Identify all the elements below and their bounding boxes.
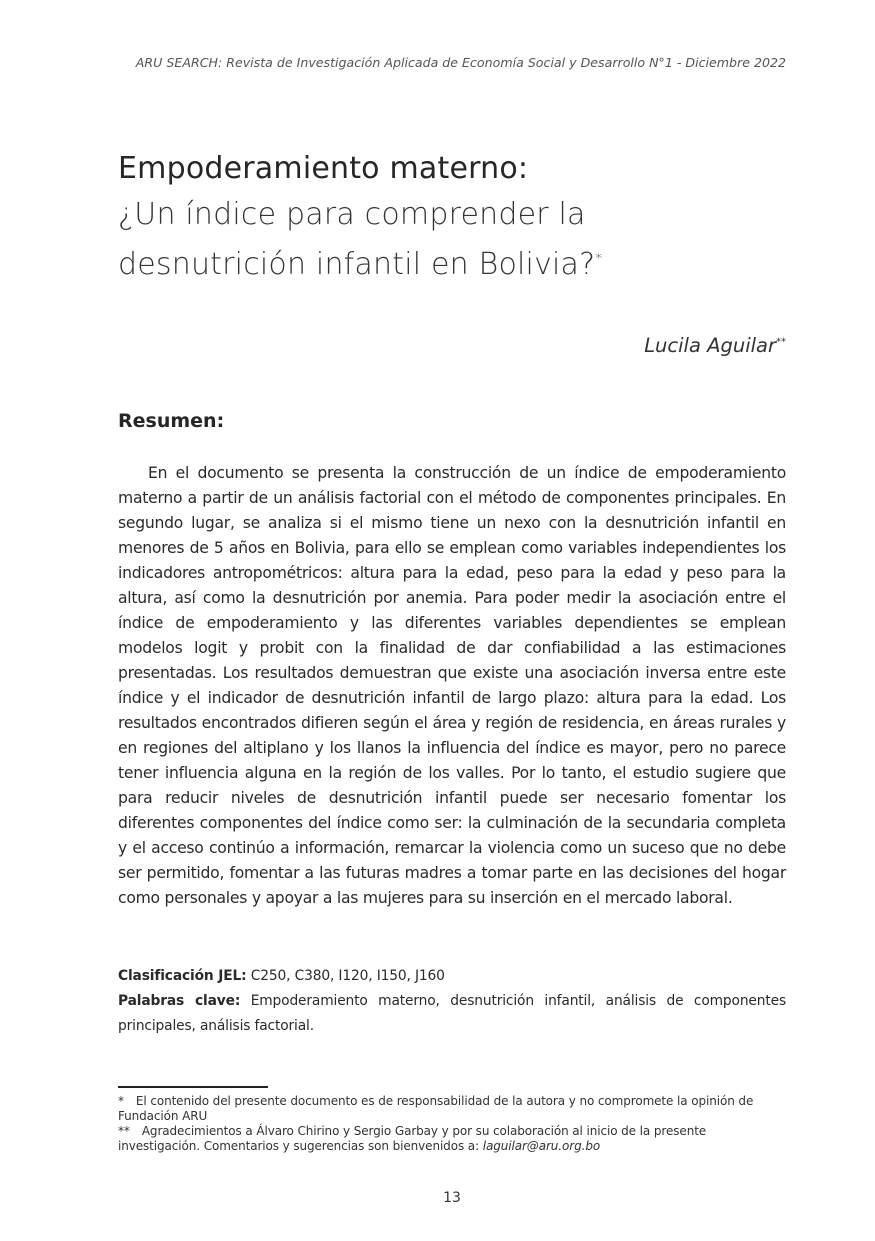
footnote-1 [118,1094,786,1124]
contact-email-link[interactable]: laguilar@aru.org.bo [482,1139,601,1153]
footnote-2 [118,1124,786,1154]
abstract-heading: Resumen: [118,410,225,432]
keywords-label: Palabras clave: [118,993,241,1009]
footnotes [118,1094,786,1154]
footnote-1-text: El contenido del presente documento es de responsabilidad de la autora y no compromete la opinión de Fundación ARU [118,1094,754,1123]
keywords [118,989,786,1039]
title-line-1: Empoderamiento materno: [118,151,529,186]
author-footnote-mark: ** [776,336,786,348]
footnote-1-mark: * [118,1094,124,1108]
footnote-divider [118,1086,268,1088]
footnote-2-text: Agradecimientos a Álvaro Chirino y Sergio Garbay y por su colaboración al inicio de la presente investigación. Comentarios y sugerencias son bienvenidos a: [118,1124,707,1153]
title-footnote-mark: * [595,251,603,267]
running-header: ARU SEARCH: Revista de Investigación Aplicada de Economía Social y Desarrollo N°1 - Diciembre 2022 [135,55,786,70]
footnote-2-mark: ** [118,1124,130,1138]
jel-classification [118,964,786,989]
jel-label: Clasificación JEL: [118,968,247,984]
title-line-3-text: desnutrición infantil en Bolivia? [118,247,596,282]
title-line-2: ¿Un índice para comprender la [118,197,586,232]
jel-value: C250, C380, I120, I150, J160 [246,968,445,984]
article-title [118,148,798,290]
page-number: 13 [443,1190,461,1206]
author-name [644,334,786,357]
abstract-body: En el documento se presenta la construcción de un índice de empoderamiento materno a partir de un análisis factorial con el método de componentes principales. En segundo lugar, se analiza si el mismo tiene un nexo con la desnutrición infantil en menores de 5 años en Bolivia, para ello se emplean como variables independientes los indicadores antropométricos: altura para la edad, peso para la edad y peso para la altura, así como la desnutrición por anemia. Para poder medir la asociación entre el índice de empoderamiento y las diferentes variables dependientes se emplean modelos logit y probit con la finalidad de dar confiabilidad a las estimaciones presentadas. Los resultados demuestran que existe una asociación inversa entre este índice y el indicador de desnutrición infantil de largo plazo: altura para la edad. Los resultados encontrados difieren según el área y región de residencia, en áreas rurales y en regiones del altiplano y los llanos la influencia del índice es mayor, pero no parece tener influencia alguna en la región de los valles. Por lo tanto, el estudio sugiere que para reducir niveles de desnutrición infantil puede ser necesario fomentar los diferentes componentes del índice como ser: la culminación de la secundaria completa y el acceso continúo a información, remarcar la violencia como un suceso que no debe ser permitido, fomentar a las futuras madres a tomar parte en las decisiones del hogar como personales y apoyar a las mujeres para su inserción en el mercado laboral. [118,464,786,907]
author-name-text: Lucila Aguilar [644,334,776,357]
keywords-value: Empoderamiento materno, desnutrición infantil, análisis de componentes principales, análisis factorial. [118,993,786,1034]
title-line-3 [118,240,798,290]
classification-block [118,964,786,1039]
